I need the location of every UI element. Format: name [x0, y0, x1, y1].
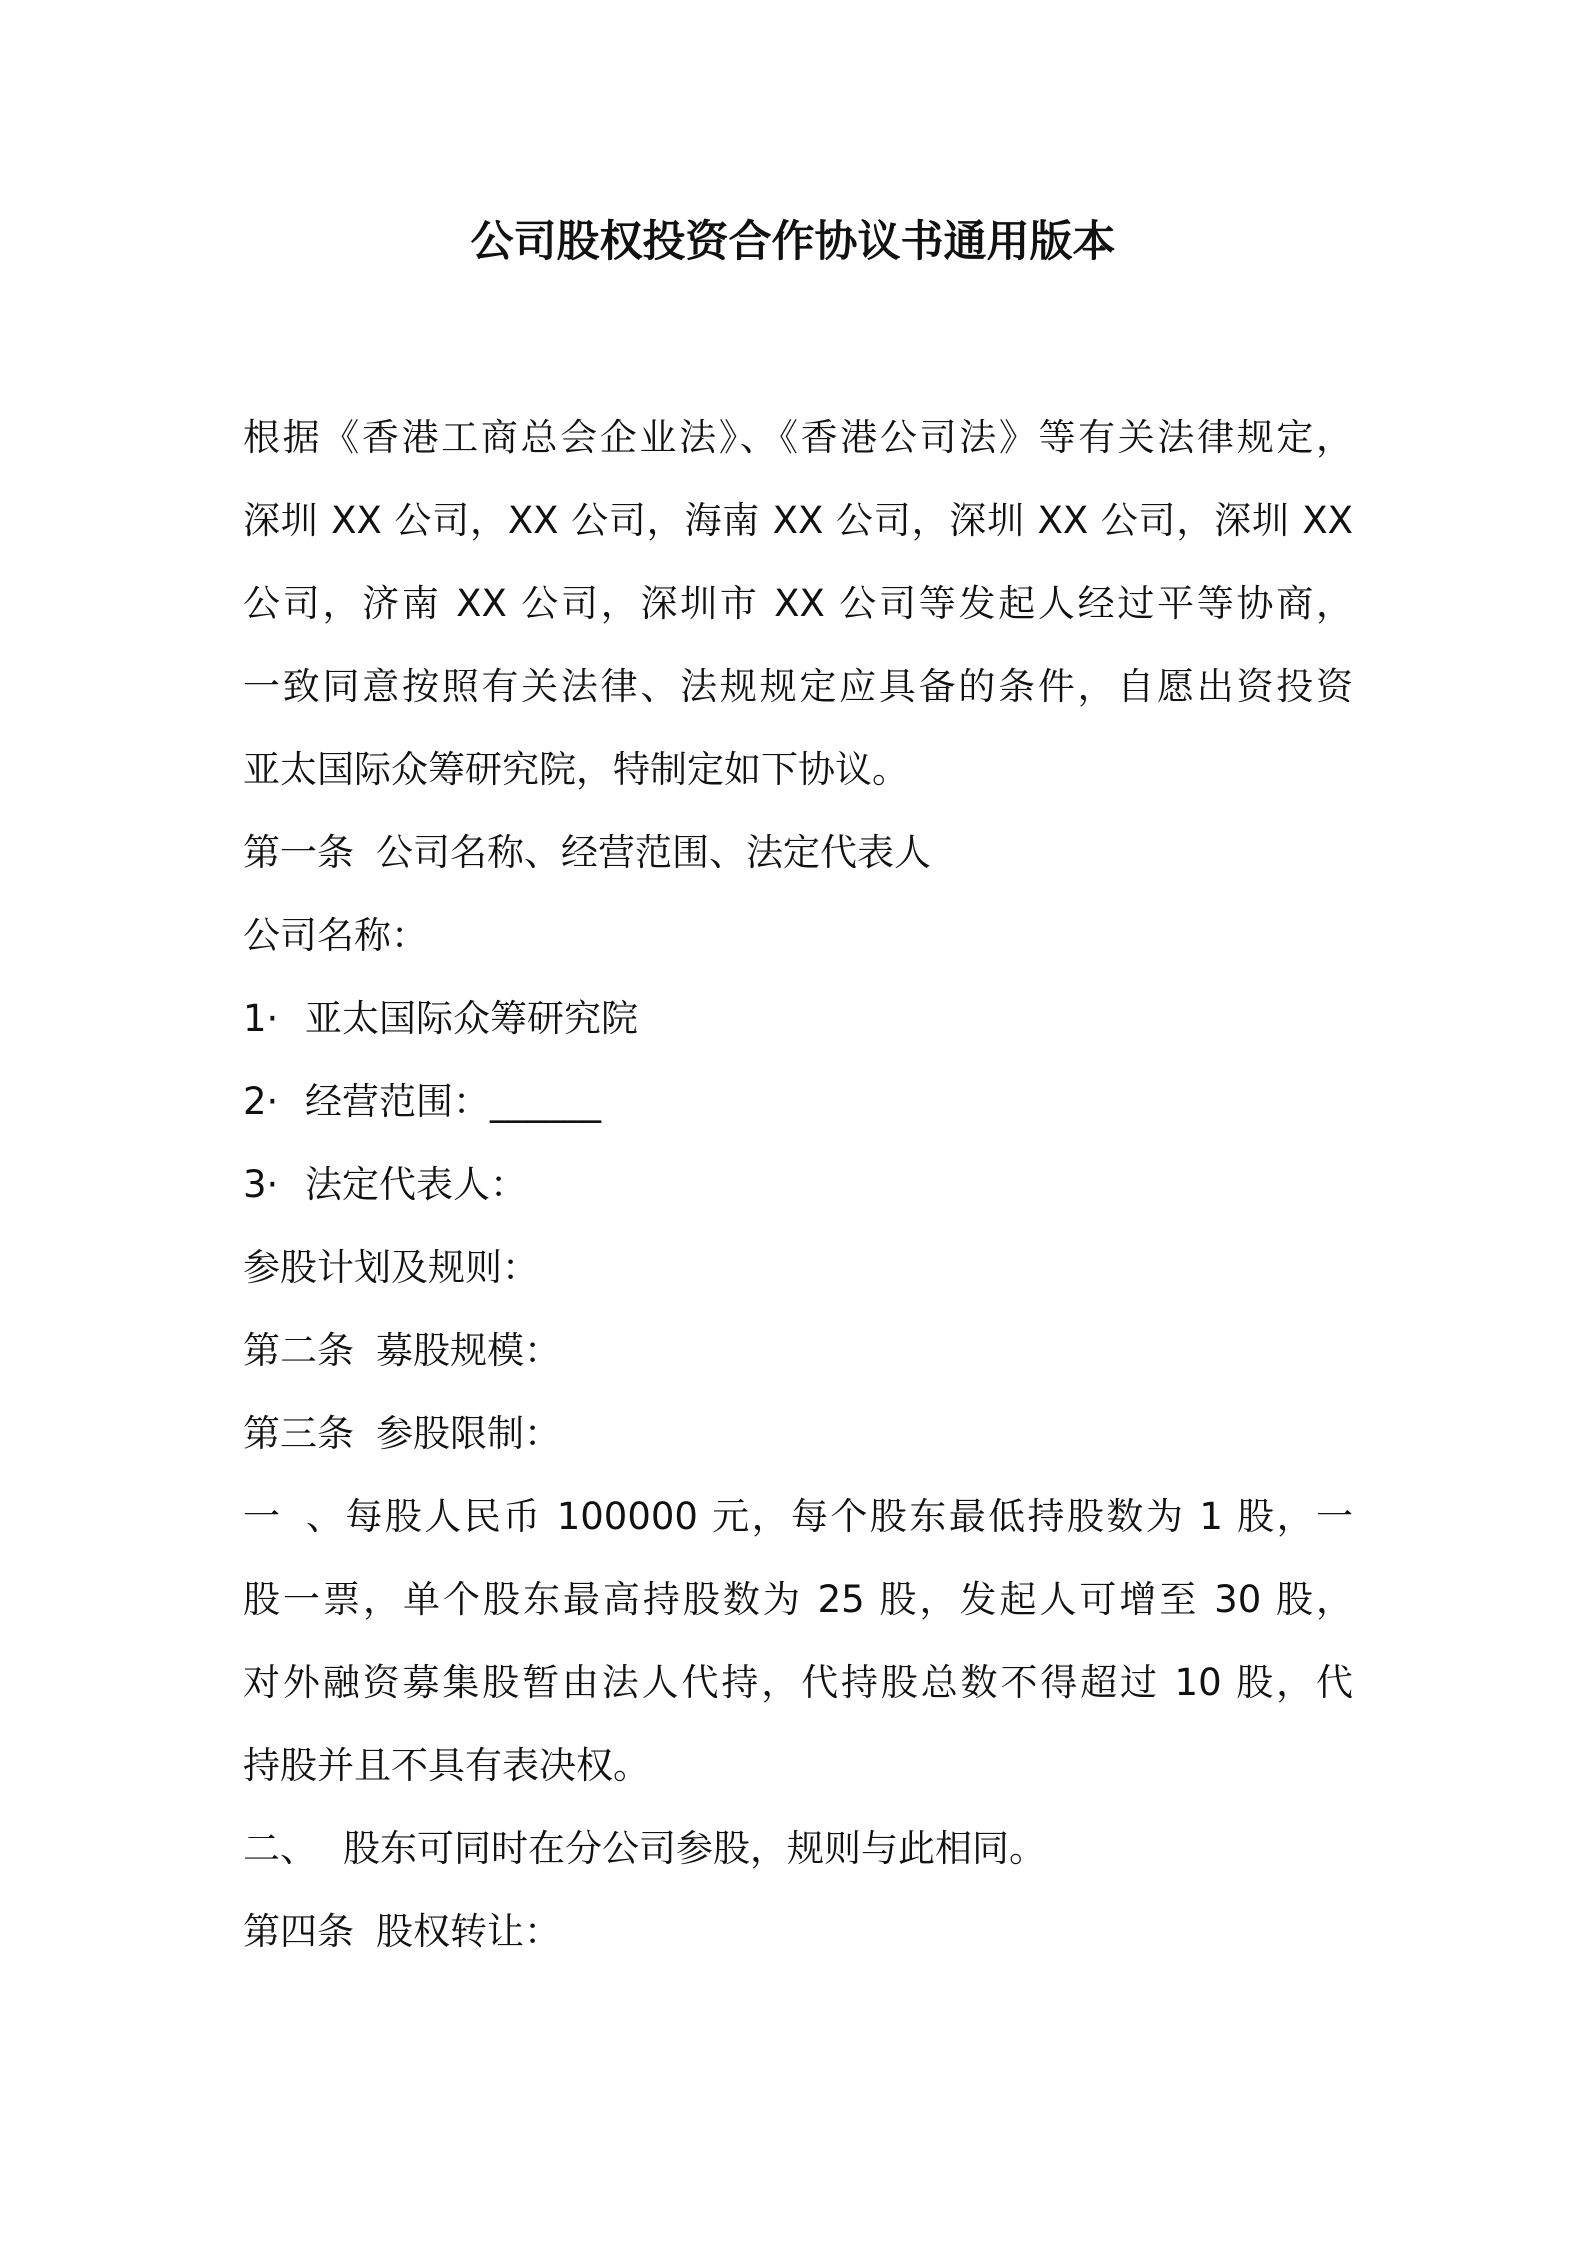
clause-2-lead: 二、 — [243, 1827, 317, 1870]
intro-line: 公司，济南 XX 公司，深圳市 XX 公司等发起人经过平等协商， — [243, 582, 1353, 625]
article-2-text: 募股规模： — [376, 1329, 561, 1372]
article-3-heading — [243, 1392, 1353, 1475]
clause-1-line — [243, 1475, 1353, 1558]
article-1-heading — [243, 811, 1353, 894]
clause-1-line-text: 每股人民币 100000 元，每个股东最低持股数为 1 股，一 — [343, 1495, 1353, 1538]
list-item-2 — [243, 1060, 1353, 1143]
intro-line: 深圳 XX 公司，XX 公司，海南 XX 公司，深圳 XX 公司，深圳 XX — [243, 499, 1353, 542]
document-body — [243, 396, 1353, 1973]
list-item-number: 3· — [243, 1163, 279, 1206]
article-3-label: 第三条 — [243, 1412, 354, 1455]
plan-label: 参股计划及规则： — [243, 1246, 539, 1289]
document-title: 公司股权投资合作协议书通用版本 — [470, 217, 1116, 267]
company-name-label: 公司名称： — [243, 914, 428, 957]
article-3-text: 参股限制： — [376, 1412, 561, 1455]
article-4-heading — [243, 1890, 1353, 1973]
intro-line: 亚太国际众筹研究院，特制定如下协议。 — [243, 748, 909, 791]
article-1-text: 公司名称、经营范围、法定代表人 — [376, 831, 931, 874]
article-2-label: 第二条 — [243, 1329, 354, 1372]
clause-2 — [243, 1807, 1353, 1890]
clause-1-line: 股一票，单个股东最高持股数为 25 股，发起人可增至 30 股， — [243, 1578, 1353, 1621]
article-4-text: 股权转让： — [376, 1910, 561, 1953]
list-item-number: 1· — [243, 997, 279, 1040]
clause-1 — [243, 1475, 1353, 1807]
list-item-number: 2· — [243, 1080, 279, 1123]
intro-line: 一致同意按照有关法律、法规规定应具备的条件，自愿出资投资 — [243, 665, 1353, 708]
list-item-text: 法定代表人： — [305, 1163, 527, 1206]
intro-paragraph — [243, 396, 1353, 811]
clause-1-line: 持股并且不具有表决权。 — [243, 1744, 650, 1787]
clause-2-text: 股东可同时在分公司参股，规则与此相同。 — [343, 1827, 1046, 1870]
intro-line: 根据《香港工商总会企业法》、《香港公司法》等有关法律规定， — [243, 416, 1353, 459]
article-1-label: 第一条 — [243, 831, 354, 874]
list-item-text: 亚太国际众筹研究院 — [305, 997, 638, 1040]
article-2-heading — [243, 1309, 1353, 1392]
list-item-1 — [243, 977, 1353, 1060]
article-4-label: 第四条 — [243, 1910, 354, 1953]
list-item-text: 经营范围：______ — [305, 1080, 601, 1123]
list-item-3 — [243, 1143, 1353, 1226]
clause-1-line: 对外融资募集股暂由法人代持，代持股总数不得超过 10 股，代 — [243, 1661, 1353, 1704]
clause-1-lead: 一、 — [243, 1495, 343, 1538]
